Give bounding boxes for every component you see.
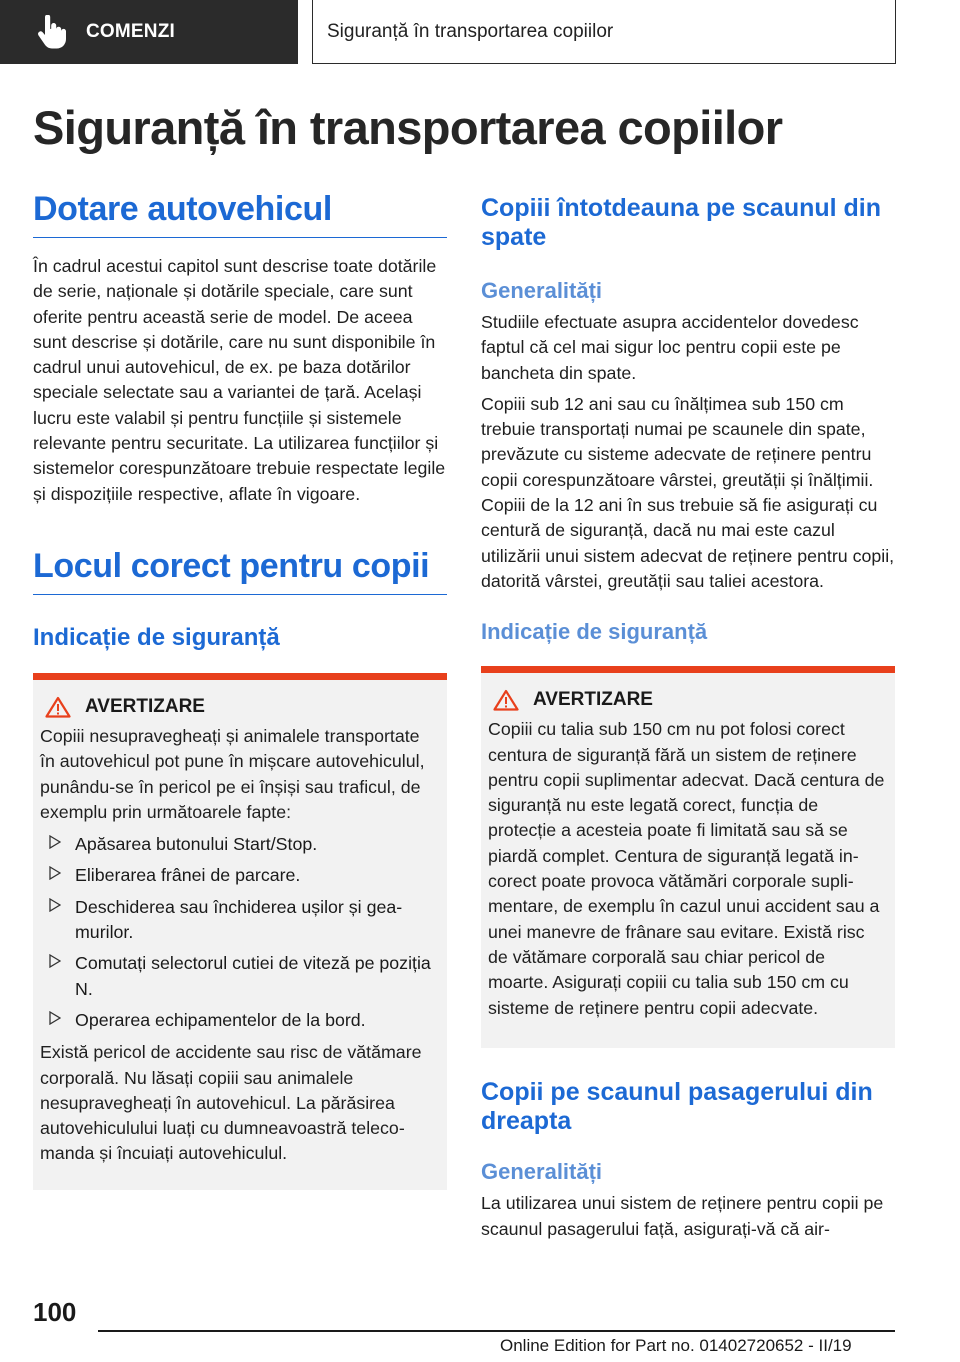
hand-pointer-icon: [36, 15, 68, 49]
front-text: La utilizarea unui sistem de reținere pentru copii pe scaunul pasagerului față, asigurați-vă că air-: [481, 1193, 884, 1239]
edition-note: Online Edition for Part no. 01402720652 - II/19: [500, 1336, 852, 1355]
equipment-text: În cadrul acestui capitol sunt descrise toate dotările de serie, naționale și dotările speciale, care sunt oferite pentru această serie de model. De aceea sunt descrise și dotările, care nu sunt disponibile în cadrul unui autovehicul, de ex. pe baza dotărilor speciale selectate sau a variantei de țară. Același lucru este valabil și pentru funcțiile și sistemele relevante pentru securitate. La utilizarea funcțiilor și sistemelor corespunzătoare trebuie respectate legile și dispozițiile respective, aflate în vigoare.: [33, 256, 446, 504]
heading-front-passenger: Copii pe scaunul pasagerului din dreapta: [481, 1078, 873, 1136]
bullet-triangle-icon: [49, 898, 61, 912]
heading-safety-right: Indicație de siguranță: [481, 619, 708, 645]
heading-correct-place: Locul corect pentru copii: [33, 547, 447, 595]
heading-general: Generalități: [481, 278, 603, 303]
footer-divider: [98, 1330, 895, 1332]
warning-box-right: [481, 666, 895, 1048]
bullet-triangle-icon: [49, 835, 61, 849]
heading-safety-left: Indicație de siguranță: [33, 623, 280, 651]
list-item: Operarea echipamentelor de la bord.: [40, 1008, 439, 1033]
heading-front-general: Generalități: [481, 1159, 603, 1185]
warning-intro: Copiii nesupravegheați și animalele transportate în autovehicul pot pune în mișcare autovehiculul, punându-se în pericol pe ei înșiși sau traficul, de exemplu prin următoarele fapte:: [40, 725, 425, 822]
list-item: Eliberarea frânei de parcare.: [40, 863, 439, 888]
bullet-triangle-icon: [49, 866, 61, 880]
warning-heading: [488, 689, 887, 711]
left-column: [33, 190, 447, 1190]
bullet-triangle-icon: [49, 954, 61, 968]
warning-title: AVERTIZARE: [85, 695, 205, 717]
warning-list: [40, 832, 439, 1033]
warning-box-left: [33, 673, 447, 1190]
warning-text: Copiii cu talia sub 150 cm nu pot folosi corect centura de siguranță fără un sistem de reținere pentru copii suplimentar adecvat. Dacă centura de siguranță nu este legată corect, funcția de protecție a acesteia poate fi limitată sau să se piardă complet. Centura de siguranță legată incorect poate provoca vătămări corporale suplimentare, de exemplu în cazul unui accident sau a unei manevre de frânare sau evitare. Există risc de vătămare corporală sau chiar pericol de moarte. Asigurați copiii cu talia sub 150 cm cu sisteme de reținere pentru copii adecvate.: [488, 719, 885, 1018]
page-title: Siguranță în transportarea copiilor: [33, 101, 783, 154]
warning-triangle-icon: [45, 696, 71, 718]
warning-heading: [40, 696, 439, 718]
chapter-header: [312, 0, 896, 64]
section-tab[interactable]: [0, 0, 298, 64]
general-text-2: Copiii sub 12 ani sau cu înălțimea sub 150 cm trebuie transportați numai pe scaunele din spate, prevăzute cu sisteme adecvate de reținere pentru copii corespunzătoare vârstei, greutății și înălțimii. Copiii de la 12 ani în sus trebuie să fie asigurați cu centură de siguranță, dacă nu mai este cazul utilizării unui sistem adecvat de reținere pentru copii, datorită vârstei, greutății sau taliei acestora.: [481, 393, 895, 591]
list-item: Apăsarea butonului Start/Stop.: [40, 832, 439, 857]
right-column: [481, 190, 895, 1242]
general-text-1: Studiile efectuate asupra accidentelor dovedesc faptul că cel mai sigur loc pentru copii este pe bancheta din spate.: [481, 312, 859, 383]
list-item: Deschiderea sau închiderea ușilor și geamurilor.: [40, 895, 439, 946]
warning-outro: Există pericol de accidente sau risc de vătămare corporală. Nu lăsați copiii sau animalele nesupravegheați în autovehicul. La părăsirea autovehiculului luați cu dumneavoastră telecomanda și încuiați autovehiculul.: [40, 1042, 422, 1164]
chapter-title: Siguranță în transportarea copiilor: [327, 20, 614, 42]
warning-title: AVERTIZARE: [533, 689, 653, 711]
warning-triangle-icon: [493, 689, 519, 711]
list-item: Comutați selectorul cutiei de viteză pe poziția N.: [40, 951, 439, 1002]
heading-equipment: Dotare autovehicul: [33, 190, 447, 238]
page-number: 100: [33, 1297, 77, 1327]
section-label: COMENZI: [86, 21, 176, 42]
heading-rear-seat: Copiii întotdeauna pe scaunul din spate: [481, 194, 882, 251]
bullet-triangle-icon: [49, 1011, 61, 1025]
